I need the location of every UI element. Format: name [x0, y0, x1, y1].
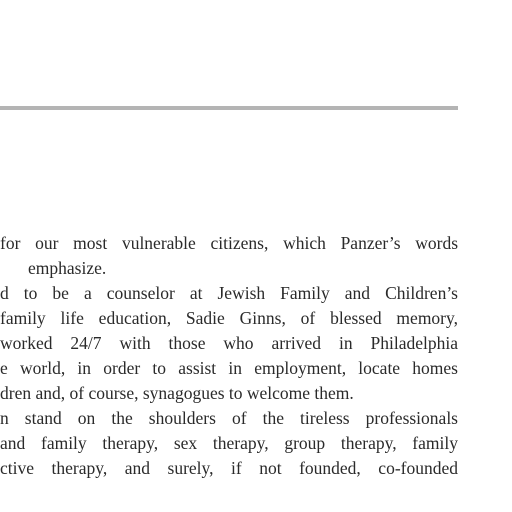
text-line: and family therapy, sex therapy, group therapy, family [0, 433, 458, 453]
text-line: e world, in order to assist in employment, locate homes [0, 358, 458, 378]
text-line: for our most vulnerable citizens, which Panzer’s words [0, 233, 458, 253]
header-rule [0, 106, 458, 110]
text-line: family life education, Sadie Ginns, of blessed memory, [0, 308, 458, 328]
text-line: n stand on the shoulders of the tireless professionals [0, 408, 458, 428]
text-line: d to be a counselor at Jewish Family and Children’s [0, 283, 458, 303]
text-line: dren and, of course, synagogues to welcome them. [0, 383, 354, 403]
text-line: worked 24/7 with those who arrived in Philadelphia [0, 333, 458, 353]
text-line: emphasize. [28, 258, 107, 278]
text-line: ctive therapy, and surely, if not founded, co-founded [0, 458, 458, 478]
